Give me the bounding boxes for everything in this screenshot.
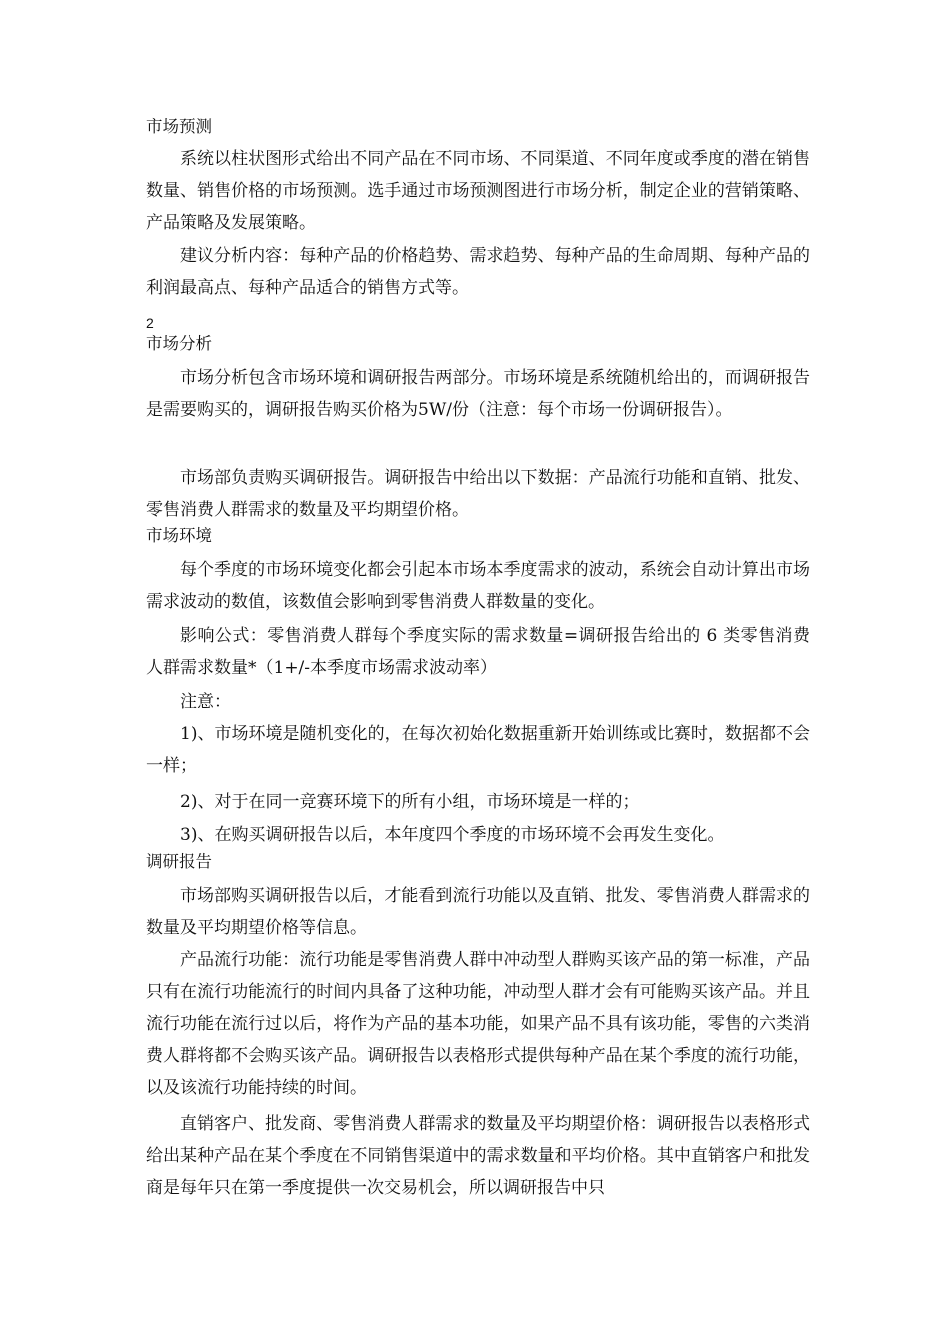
heading-research-report: 调研报告 [146, 852, 212, 871]
paragraph-environment-formula: 影响公式：零售消费人群每个季度实际的需求数量=调研报告给出的 6 类零售消费人群需求数量*（1+/-本季度市场需求波动率） [146, 626, 810, 678]
paragraph-environment-note: 注意： [180, 692, 231, 712]
paragraph-report-description: 市场部购买调研报告以后，才能看到流行功能以及直销、批发、零售消费人群需求的数量及平均期望价格等信息。 [146, 886, 810, 938]
paragraph-environment-description: 每个季度的市场环境变化都会引起本市场本季度需求的波动，系统会自动计算出市场需求波动的数值，该数值会影响到零售消费人群数量的变化。 [146, 560, 810, 612]
paragraph-report-popular-function: 产品流行功能：流行功能是零售消费人群中冲动型人群购买该产品的第一标准，产品只有在流行功能流行的时间内具备了这种功能，冲动型人群才会有可能购买该产品。并且流行功能在流行过以后，将作为产品的基本功能，如果产品不具有该功能，零售的六类消费人群将都不会购买该产品。调研报告以表格形式提供每种产品在某个季度的流行功能，以及该流行功能持续的时间。 [146, 950, 810, 1098]
paragraph-environment-note-1: 1)、市场环境是随机变化的，在每次初始化数据重新开始训练或比赛时，数据都不会一样； [146, 724, 810, 776]
heading-market-environment: 市场环境 [146, 526, 212, 545]
paragraph-report-demand-price: 直销客户、批发商、零售消费人群需求的数量及平均期望价格：调研报告以表格形式给出某种产品在某个季度在不同销售渠道中的需求数量和平均价格。其中直销客户和批发商是每年只在第一季度提供一次交易机会，所以调研报告中只 [146, 1114, 810, 1198]
paragraph-forecast-description: 系统以柱状图形式给出不同产品在不同市场、不同渠道、不同年度或季度的潜在销售数量、销售价格的市场预测。选手通过市场预测图进行市场分析，制定企业的营销策略、产品策略及发展策略。 [146, 149, 810, 233]
heading-market-forecast: 市场预测 [146, 117, 212, 136]
page-number: 2 [146, 315, 154, 331]
paragraph-analysis-description: 市场分析包含市场环境和调研报告两部分。市场环境是系统随机给出的，而调研报告是需要购买的，调研报告购买价格为5W/份（注意：每个市场一份调研报告）。 [146, 368, 810, 420]
paragraph-analysis-purchase: 市场部负责购买调研报告。调研报告中给出以下数据：产品流行功能和直销、批发、零售消费人群需求的数量及平均期望价格。 [146, 468, 810, 520]
paragraph-forecast-suggestion: 建议分析内容：每种产品的价格趋势、需求趋势、每种产品的生命周期、每种产品的利润最高点、每种产品适合的销售方式等。 [146, 246, 810, 298]
heading-market-analysis: 市场分析 [146, 334, 212, 353]
paragraph-environment-note-2: 2)、对于在同一竞赛环境下的所有小组，市场环境是一样的； [180, 792, 640, 812]
paragraph-environment-note-3: 3)、在购买调研报告以后，本年度四个季度的市场环境不会再发生变化。 [180, 825, 725, 845]
